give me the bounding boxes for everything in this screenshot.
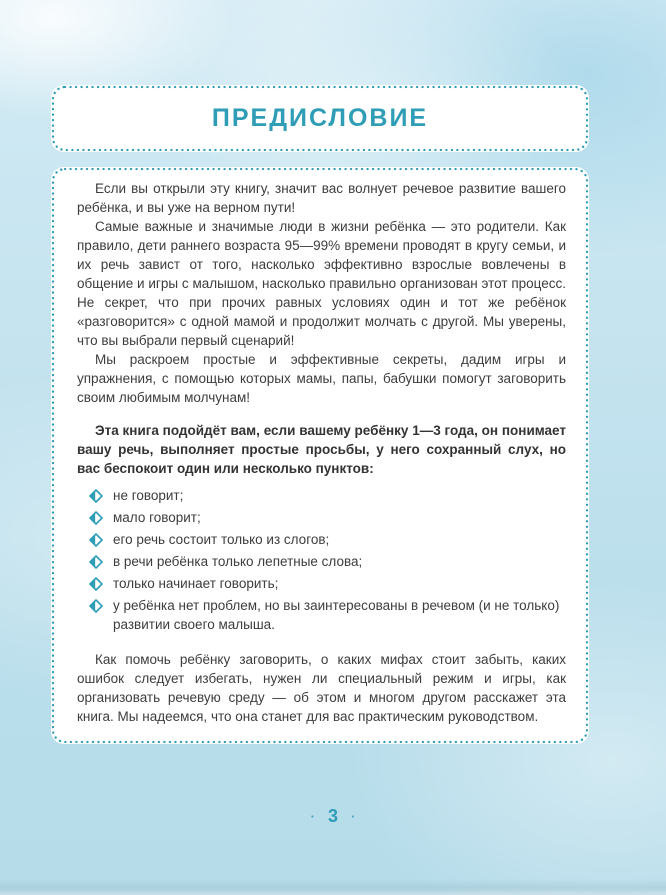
body-text: [77, 179, 566, 726]
page-number: [0, 806, 666, 827]
diamond-bullet-icon: [89, 577, 103, 591]
paragraph: Мы раскроем простые и эффективные секреты, дадим игры и упражнения, с помощью которых мамы, папы, бабушки помогут заговорить своим любимым молчунам!: [77, 352, 566, 405]
list-item: [89, 486, 566, 505]
title-panel: [51, 85, 589, 152]
list-item: [89, 596, 566, 634]
paragraph: Если вы открыли эту книгу, значит вас волнует речевое развитие вашего ребёнка, и вы уже на верном пути!: [77, 181, 566, 215]
list-item: [89, 508, 566, 527]
content-panel: [51, 167, 589, 744]
bullet-text: в речи ребёнка только лепетные слова;: [113, 554, 363, 569]
diamond-bullet-icon: [89, 599, 103, 613]
diamond-bullet-icon: [89, 555, 103, 569]
highlight-paragraph: Эта книга подойдёт вам, если вашему ребёнку 1—3 года, он понимает вашу речь, выполняет простые просьбы, у него сохранный слух, но вас беспокоит один или несколько пунктов:: [77, 423, 566, 476]
bullet-list: [77, 486, 566, 634]
diamond-bullet-icon: [89, 511, 103, 525]
page-title: ПРЕДИСЛОВИЕ: [211, 104, 429, 132]
paragraph: Самые важные и значимые люди в жизни ребёнка — это родители. Как правило, дети раннего возраста 95—99% времени проводят в кругу семьи, и их речь завист от того, насколько эффективно взрослые вовлечены в общение и игры с малышом, насколько правильно организован этот процесс. Не секрет, что при прочих равных условиях один и тот же ребёнок «разговорится» с одной мамой и продолжит молчать с другой. Мы уверены, что вы выбрали первый сценарий!: [77, 219, 566, 348]
closing-paragraph: Как помочь ребёнку заговорить, о каких мифах стоит забыть, каких ошибок следует избегать, нужен ли специальный режим и игры, как организовать речевую среду — об этом и многом другом расскажет эта книга. Мы надеемся, что она станет для вас практическим руководством.: [77, 652, 566, 724]
list-item: [89, 530, 566, 549]
bullet-text: у ребёнка нет проблем, но вы заинтересованы в речевом (и не только) развитии своего малыша.: [113, 598, 560, 632]
diamond-bullet-icon: [89, 489, 103, 503]
bullet-text: его речь состоит только из слогов;: [113, 532, 330, 547]
page-number-dot: ·: [351, 809, 356, 824]
bullet-text: не говорит;: [113, 488, 184, 503]
diamond-bullet-icon: [89, 533, 103, 547]
bullet-text: мало говорит;: [113, 510, 201, 525]
page-edge-shadow: [0, 879, 666, 895]
page-number-dot: ·: [310, 809, 315, 824]
list-item: [89, 552, 566, 571]
bullet-text: только начинает говорить;: [113, 576, 279, 591]
list-item: [89, 574, 566, 593]
page-number-value: 3: [327, 806, 338, 826]
